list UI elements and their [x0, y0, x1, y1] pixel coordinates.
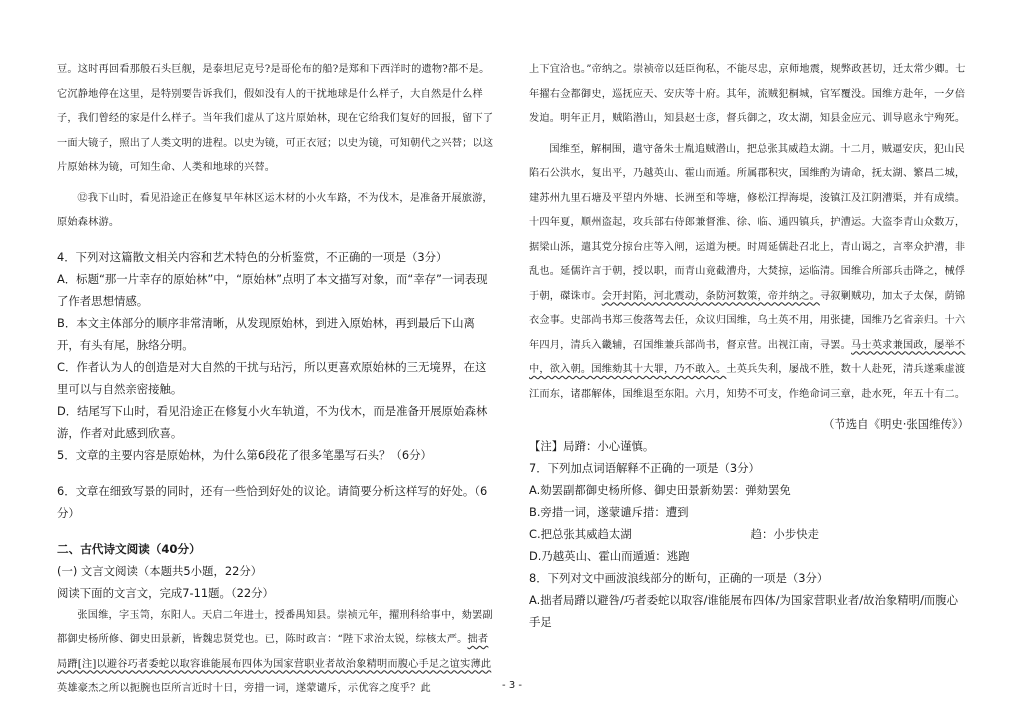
question-5: 5．文章的主要内容是原始林，为什么第6段花了很多笔墨写石头？（6分）	[57, 447, 432, 462]
classical-text-line: 土英兵失利，屡战不胜，数十人赴死，清兵遂乘虚渡江而东，诸郡解体，国维退至东阳。	[529, 364, 966, 400]
question-7-option-b: B.旁措一词，遂蒙谴斥措：遭到	[529, 505, 689, 519]
question-6: 6．文章在细致写景的同时，还有一些恰到好处的议论。请简要分析这样写的好处。（6分）	[57, 483, 488, 520]
wavy-underlined-text: 拙者局蹐[注]以避谷巧者委蛇以取容谁能展布四体为国家营职业者故治象精明而腹心手足之谊实薄此	[57, 634, 492, 670]
essay-paragraph-12: ⑫我下山时，看见沿途正在修复早年林区运木材的小火车路，不为伐木，是准备开展旅游，原始森林游。	[57, 192, 493, 228]
classical-text-paragraph-2: 国维至，解桐围，遣守备朱士胤追贼潜山，把总张其威趋太湖。十二月，贼逼安庆，犯山民陷石公洪水，复出平，乃越英山、霍山而遁。所属郡积灾，国维酌为请命，抚太湖、繁昌二城，建苏州九里石塘及平望内外塘、长洲至和等塘，修松江捍海堤，浚镇江及江阴漕渠，并有成绩。	[529, 143, 966, 204]
text-source: （节选自《明史·张国维传》）	[823, 417, 969, 431]
classical-text-line: 十四年夏，顺州盗起，攻兵部右侍郎兼督淮、徐、临、通四镇兵，护漕运。大盗李青山众数万，据梁山泺，遣其党分掠台庄等入闸，运道为梗。时周延儒赴召北上，青山谒之，言率众护漕，非乱也。延儒许言于朝，授以职，而青山竟截漕舟，大焚掠，运临清。国维合所部兵击降之，械俘于朝，磔诛市。	[529, 217, 966, 302]
right-column	[529, 58, 969, 633]
question-7-option-c	[529, 523, 969, 545]
page-number: - 3 -	[502, 680, 522, 691]
reading-instruction: 阅读下面的文言文，完成7-11题。（22分）	[57, 585, 274, 600]
annotation-note: 【注】局蹐：小心谨慎。	[529, 439, 655, 453]
underlined-text: 会开封陷，河北震动，条防河数策，帝并纳之。	[601, 290, 820, 302]
option-c-text: C.把总张其威趋太湖	[529, 527, 632, 541]
option-c-gloss: 趋：小步快走	[750, 527, 819, 541]
question-7: 7．下列加点词语解释不正确的一项是（3分）	[529, 461, 760, 475]
question-4: 4．下列对这篇散文相关内容和艺术特色的分析鉴赏，不正确的一项是（3分）	[57, 249, 448, 264]
question-4-option-c: C．作者认为人的创造是对大自然的干扰与玷污，所以更喜欢原始林的三无境界，在这里可以与自然亲密接触。	[57, 359, 487, 396]
essay-paragraph-11: 豆。这时再回看那般石头巨舰，是泰坦尼克号?是哥伦布的船?是郑和下西洋时的遗物?都不是。它沉静地停在这里，是特别要告诉我们，假如没有人的干扰地球是什么样子，大自然是什么样子，我们曾经的家是什么样子。当年我们虚从了这片原始林，现在它给我们复好的回报，留下了一面大镜子，照出了人类文明的进程。以史为镜，可正衣冠；以史为镜，可知朝代之兴替；以这片原始林为镜，可知生命、人类和地球的兴替。	[57, 64, 494, 173]
subsection-heading: (一) 文言文阅读（本题共5小题，22分）	[57, 563, 263, 578]
question-8: 8．下列对文中画波浪线部分的断句，正确的一项是（3分）	[529, 571, 829, 585]
classical-text-line: 张国维，字玉笥，东阳人。天启二年进士，授番禺知县。崇祯元年，擢刑科给事中，劾罢副都御史杨所修、御史田景新，皆魏忠贤党也。已，陈时政言：“陛下求治太锐，综核太严。	[57, 609, 493, 645]
question-4-option-a: A．标题“那一片幸存的原始林”中，“原始林”点明了本文描写对象，而“幸存”一词表现了作者思想情感。	[57, 271, 488, 308]
section-heading: 二、古代诗文阅读（40分）	[57, 541, 201, 556]
underlined-text: 马士英求兼国政，屡举不中，欲入朝。国维劾其十大罪，乃不敢入。	[529, 339, 966, 375]
question-7-option-d: D.乃越英山、霍山而遁遁：逃跑	[529, 549, 690, 563]
classical-text-paragraph-3	[529, 211, 969, 407]
question-7-option-a: A.劾罢副都御史杨所修、御史田景新劾罢：弹劾罢免	[529, 483, 791, 497]
question-4-option-d: D．结尾写下山时，看见沿途正在修复小火车轨道，不为伐木，而是准备开展原始森林游，作者对此感到欣喜。	[57, 403, 488, 440]
question-4-option-b: B．本文主体部分的顺序非常清晰，从发现原始林，到进入原始林，再到最后下山离开，有头有尾，脉络分明。	[57, 315, 475, 352]
classical-text-paragraph-1-cont: 上下宜洽也。”帝纳之。崇祯帝以廷臣徇私，不能尽忠，京师地震，规弊政甚切，迁太常少卿。七年擢右佥都御史，巡抚应天、安庆等十府。其年，流贼犯桐城，官军覆没。国维方赴年，一夕倍发迫。明年正月，贼陷潜山，知县赵士彦，督兵御之，攻太湖，知县金应元、训导扈永宁殉死。	[529, 64, 966, 124]
question-8-option-a: A.拙者局蹐以避咎/巧者委蛇以取容/谁能展布四体/为国家营职业者/故治象精明/而腹心手足	[529, 593, 959, 629]
classical-text-line: 六月，知势不可支，作绝命词三章，赴水死，年五十有二。	[695, 388, 966, 400]
classical-text-line: 寻叙剿贼功，加太子太保，荫锦衣佥事。史部尚书郑三俊落驾去任，众议归国维，乌土英不用，用张捷，国维乃乞省亲归。十六年四月，清兵入畿辅，召国维兼兵部尚书，督京营。出视江南，寻罢。	[529, 290, 966, 351]
classical-text-line: 英雄豪杰之所以扼腕也臣所言近时十日，旁措一词，遂蒙谴斥，示优容之度乎？此	[57, 683, 431, 694]
left-column	[57, 58, 495, 702]
